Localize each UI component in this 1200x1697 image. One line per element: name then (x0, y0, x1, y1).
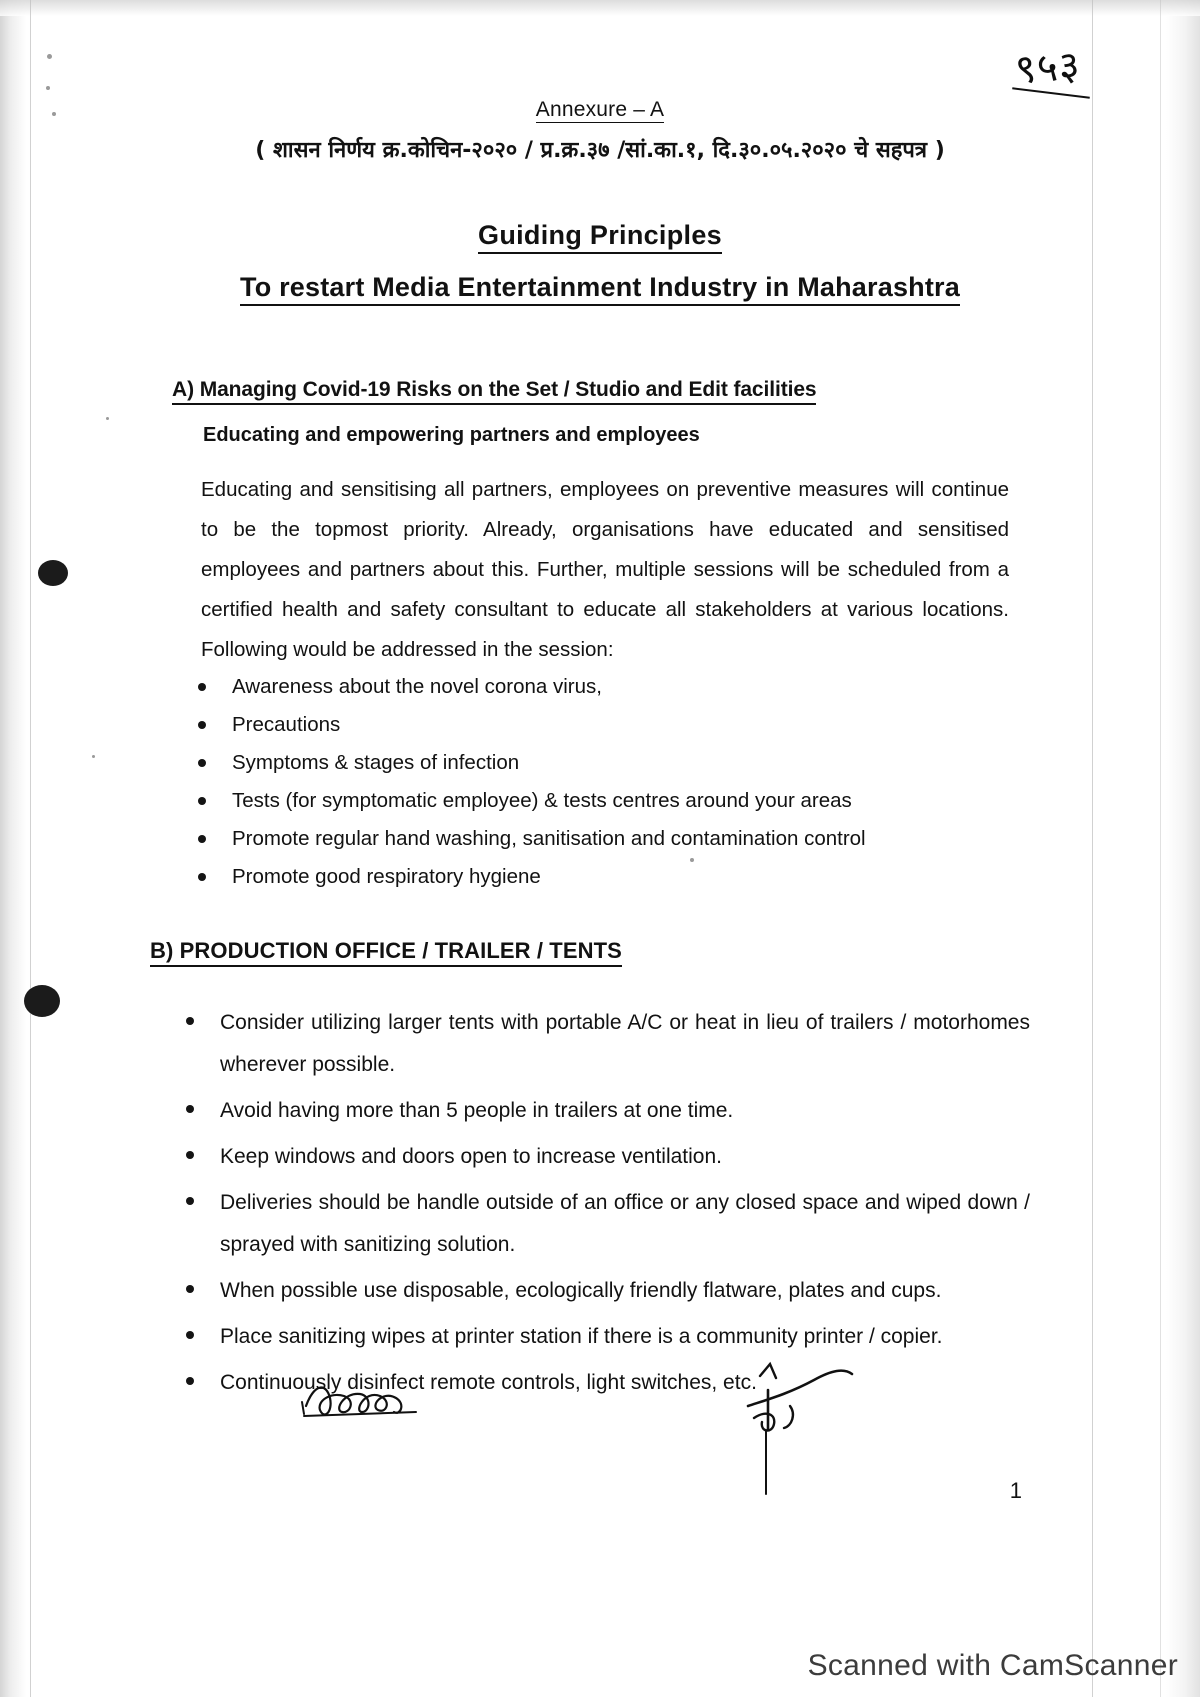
list-item: When possible use disposable, ecologically friendly flatware, plates and cups. (178, 1270, 1030, 1312)
section-a-paragraph: Educating and sensitising all partners, employees on preventive measures will continue to be the topmost priority. Already, organisations have educated and sensitised employees and partners about this. Further, multiple sessions will be scheduled from a certified health and safety consultant to educate all stakeholders at various locations. Following would be addressed in the session: (201, 478, 1009, 661)
list-item: Precautions (190, 706, 990, 744)
section-b-heading (150, 938, 622, 964)
marathi-reference-line: ( शासन निर्णय क्र.कोचिन-२०२० / प्र.क्र.३७ /सां.का.१, दि.३०.०५.२०२० चे सहपत्र ) (255, 138, 945, 163)
list-item: Avoid having more than 5 people in trailers at one time. (178, 1090, 1030, 1132)
section-a-heading-text: A) Managing Covid-19 Risks on the Set / Studio and Edit facilities (172, 378, 816, 405)
camscanner-watermark: Scanned with CamScanner (807, 1649, 1178, 1682)
annexure-label-text: Annexure – A (535, 98, 665, 121)
section-a-subheading: Educating and empowering partners and employees (203, 424, 700, 446)
list-item: Consider utilizing larger tents with portable A/C or heat in lieu of trailers / motorhomes wherever possible. (178, 1002, 1030, 1086)
list-item: Keep windows and doors open to increase ventilation. (178, 1136, 1030, 1178)
document-title-primary (0, 220, 1200, 251)
list-item: Promote regular hand washing, sanitisation and contamination control (190, 820, 990, 858)
list-item: Place sanitizing wipes at printer station if there is a community printer / copier. (178, 1316, 1030, 1358)
section-a-bullet-list (190, 668, 990, 896)
list-item: Tests (for symptomatic employee) & tests centres around your areas (190, 782, 990, 820)
page-number: 1 (1009, 1478, 1022, 1503)
handwritten-page-number: ९५३ (1013, 42, 1082, 94)
list-item: Promote good respiratory hygiene (190, 858, 990, 896)
handwritten-signature-left (300, 1372, 450, 1432)
annexure-label (0, 98, 1200, 122)
list-item: Continuously disinfect remote controls, light switches, etc. (178, 1362, 1030, 1404)
document-title-secondary-text: To restart Media Entertainment Industry in Maharashtra (240, 272, 960, 306)
section-a-heading (172, 378, 816, 402)
handwritten-signature-right (740, 1360, 880, 1490)
section-b-heading-text: B) PRODUCTION OFFICE / TRAILER / TENTS (150, 938, 622, 967)
document-title-secondary (0, 272, 1200, 303)
list-item: Awareness about the novel corona virus, (190, 668, 990, 706)
document-title-primary-text: Guiding Principles (478, 220, 722, 254)
section-b-bullet-list (178, 1002, 1030, 1408)
list-item: Symptoms & stages of infection (190, 744, 990, 782)
list-item: Deliveries should be handle outside of an office or any closed space and wiped down / sprayed with sanitizing solution. (178, 1182, 1030, 1266)
